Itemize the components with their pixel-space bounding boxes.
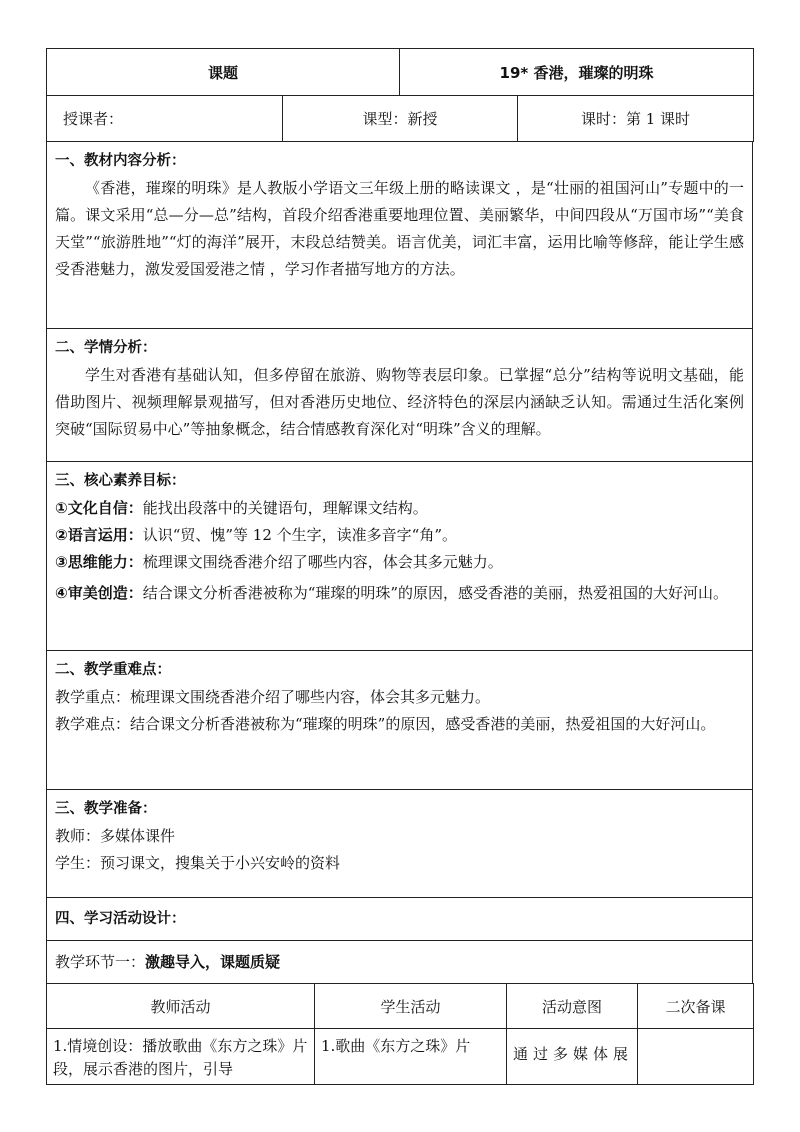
goal-item — [55, 549, 744, 576]
meta-table — [46, 95, 754, 142]
stage-prefix: 教学环节一： — [55, 952, 146, 971]
goal-text: 能找出段落中的关键语句，理解课文结构。 — [142, 499, 428, 517]
topic-value: 19* 香港，璀璨的明珠 — [400, 49, 754, 96]
section-text: 《香港，璀璨的明珠》是人教版小学语文三年级上册的略读课文 ，是“壮丽的祖国河山”专题中的一篇。课文采用“总—分—总”结构，首段介绍香港重要地理位置、美丽繁华，中间四段从“万国市场”“美食天堂”“旅游胜地”“灯的海洋”展开，末段总结赞美。语言优美，词汇丰富，运用比喻等修辞，能让学生感受香港魅力，激发爱国爱港之情 ，学习作者描写地方的方法。 — [55, 179, 744, 278]
activity-table — [46, 983, 754, 1085]
section-title: 三、核心素养目标： — [55, 473, 186, 489]
section-key-difficult — [47, 651, 753, 790]
goal-label: ③思维能力： — [55, 553, 143, 571]
goal-item — [55, 522, 744, 549]
section-title: 二、教学重难点： — [55, 662, 171, 678]
header-intent: 活动意图 — [507, 984, 638, 1029]
section-material-analysis — [47, 142, 753, 329]
goal-label: ①文化自信： — [55, 499, 143, 517]
goal-text: 结合课文分析香港被称为“璀璨的明珠”的原因，感受香港的美丽，热爱祖国的大好河山。 — [142, 584, 729, 602]
header-second-prep: 二次备课 — [638, 984, 754, 1029]
header-table — [46, 48, 754, 96]
section-student-analysis — [47, 329, 753, 462]
lesson-plan-page — [46, 48, 753, 1085]
section-core-goals — [47, 462, 753, 651]
section-activity-design — [47, 898, 753, 941]
goal-item — [55, 580, 744, 607]
topic-label: 课题 — [47, 49, 400, 96]
teacher-label: 授课者： — [47, 96, 283, 142]
section-text: 学生对香港有基础认知，但多停留在旅游、购物等表层印象。已掌握“总分”结构等说明文基础，能借助图片、视频理解景观描写，但对香港历史地位、经济特色的深层内涵缺乏认知。需通过生活化案例突破“国际贸易中心”等抽象概念，结合情感教育深化对“明珠”含义的理解。 — [55, 366, 744, 438]
student-activity-cell: 1.歌曲《东方之珠》片 — [315, 1029, 507, 1085]
goal-label: ④审美创造： — [55, 584, 143, 602]
content-table — [46, 141, 753, 984]
section-title: 三、教学准备： — [55, 801, 157, 817]
second-prep-cell — [638, 1029, 754, 1085]
section-title: 一、教材内容分析： — [55, 153, 186, 169]
header-teacher-activity: 教师活动 — [47, 984, 315, 1029]
header-student-activity: 学生活动 — [315, 984, 507, 1029]
key-point: 教学重点：梳理课文围绕香港介绍了哪些内容，体会其多元魅力。 — [55, 688, 491, 706]
section-title: 二、学情分析： — [55, 340, 157, 356]
lesson-period: 课时：第 1 课时 — [518, 96, 754, 142]
goal-text: 认识“贸、愧”等 12 个生字，读准多音字“角”。 — [142, 526, 458, 544]
goal-item — [55, 495, 744, 522]
student-prep: 学生：预习课文，搜集关于小兴安岭的资料 — [55, 854, 341, 872]
difficult-point: 教学难点：结合课文分析香港被称为“璀璨的明珠”的原因，感受香港的美丽，热爱祖国的大好河山。 — [55, 715, 716, 733]
goal-label: ②语言运用： — [55, 526, 143, 544]
intent-cell: 通过多媒体展 — [507, 1029, 638, 1085]
section-preparation — [47, 790, 753, 898]
section-title: 四、学习活动设计： — [55, 910, 186, 927]
stage-title: 激趣导入，课题质疑 — [145, 952, 281, 971]
goal-text: 梳理课文围绕香港介绍了哪些内容，体会其多元魅力。 — [142, 553, 503, 571]
lesson-type: 课型：新授 — [283, 96, 518, 142]
teacher-prep: 教师：多媒体课件 — [55, 827, 176, 845]
stage-one-row — [47, 941, 753, 984]
teacher-activity-cell: 1.情境创设：播放歌曲《东方之珠》片段，展示香港的图片，引导 — [47, 1029, 315, 1085]
